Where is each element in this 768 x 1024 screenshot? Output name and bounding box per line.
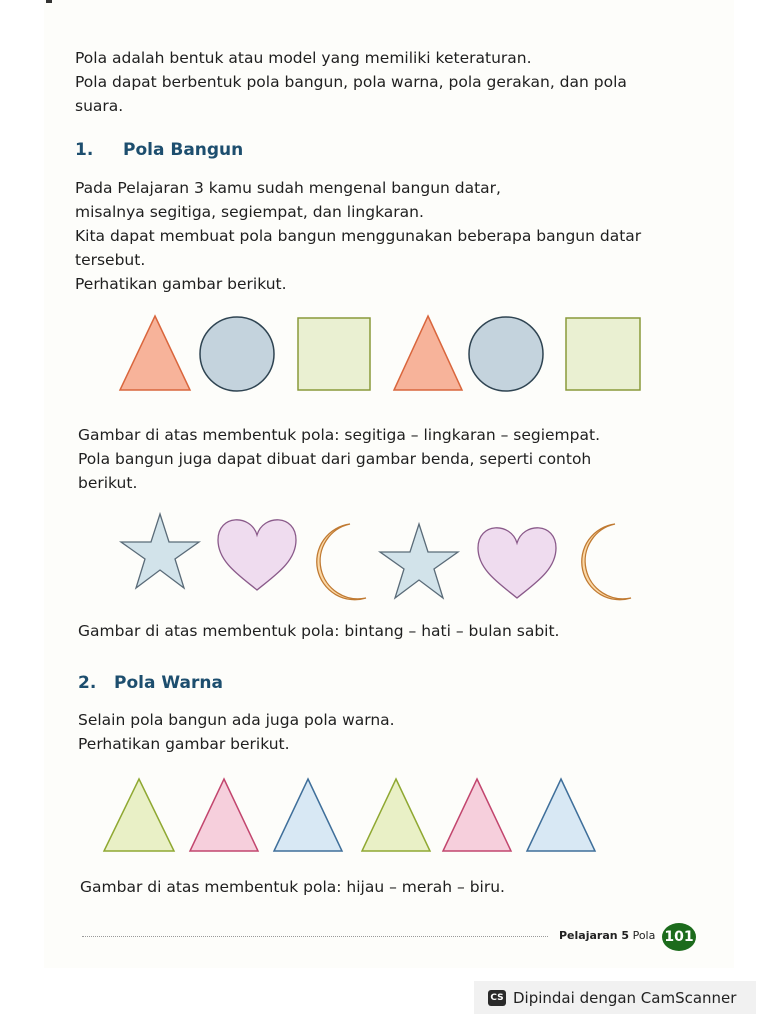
figure-object-pattern [110, 510, 640, 605]
green-triangle [104, 779, 174, 851]
blue-triangle [274, 779, 342, 851]
section-1-para-6: Pola bangun juga dapat dibuat dari gambar benda, seperti contoh [78, 450, 592, 468]
footer-lesson [559, 929, 655, 942]
intro-line-3: suara. [75, 97, 124, 115]
crescent-shape [582, 524, 631, 600]
camscanner-watermark [474, 981, 756, 1014]
square-shape [298, 318, 370, 390]
intro-line-2: Pola dapat berbentuk pola bangun, pola warna, pola gerakan, dan pola [75, 73, 627, 91]
heart-shape [478, 528, 556, 598]
pink-triangle [443, 779, 511, 851]
footer-topic: Pola [632, 929, 656, 942]
green-triangle [362, 779, 430, 851]
figure-color-pattern [100, 775, 600, 855]
camscanner-logo-icon: CS [488, 990, 506, 1006]
section-1-para-4: tersebut. [75, 251, 146, 269]
section-2-title: Pola Warna [114, 673, 223, 693]
figure-3-caption: Gambar di atas membentuk pola: hijau – merah – biru. [80, 878, 505, 896]
triangle-shape [120, 316, 190, 390]
camscanner-text: Dipindai dengan CamScanner [513, 988, 737, 1007]
footer-lesson-number: Pelajaran 5 [559, 929, 630, 942]
blue-triangle [527, 779, 595, 851]
intro-line-1: Pola adalah bentuk atau model yang memiliki keteraturan. [75, 49, 532, 67]
heart-shape [218, 520, 296, 590]
section-2-para-2: Perhatikan gambar berikut. [78, 735, 290, 753]
square-shape [566, 318, 640, 390]
figure-1-caption: Gambar di atas membentuk pola: segitiga – lingkaran – segiempat. [78, 426, 600, 444]
circle-shape [469, 317, 543, 391]
section-1-para-3: Kita dapat membuat pola bangun menggunakan beberapa bangun datar [75, 227, 642, 245]
section-1-title: Pola Bangun [123, 140, 244, 160]
pink-triangle [190, 779, 258, 851]
section-1-number: 1. [75, 140, 94, 160]
circle-shape [200, 317, 274, 391]
star-shape [121, 514, 199, 588]
section-1-heading [75, 140, 243, 160]
triangle-shape [394, 316, 462, 390]
section-1-para-5: Perhatikan gambar berikut. [75, 275, 287, 293]
star-shape [380, 524, 458, 598]
crescent-shape [317, 524, 366, 600]
scan-mark [46, 0, 52, 3]
section-1-para-1: Pada Pelajaran 3 kamu sudah mengenal bangun datar, [75, 179, 501, 197]
section-1-para-7: berikut. [78, 474, 138, 492]
section-2-heading [78, 673, 223, 693]
section-2-number: 2. [78, 673, 97, 693]
figure-2-caption: Gambar di atas membentuk pola: bintang – hati – bulan sabit. [78, 622, 560, 640]
footer-divider [82, 936, 548, 937]
section-1-para-2: misalnya segitiga, segiempat, dan lingkaran. [75, 203, 424, 221]
figure-shape-pattern [110, 310, 650, 396]
page-number-badge: 101 [662, 923, 696, 951]
section-2-para-1: Selain pola bangun ada juga pola warna. [78, 711, 395, 729]
